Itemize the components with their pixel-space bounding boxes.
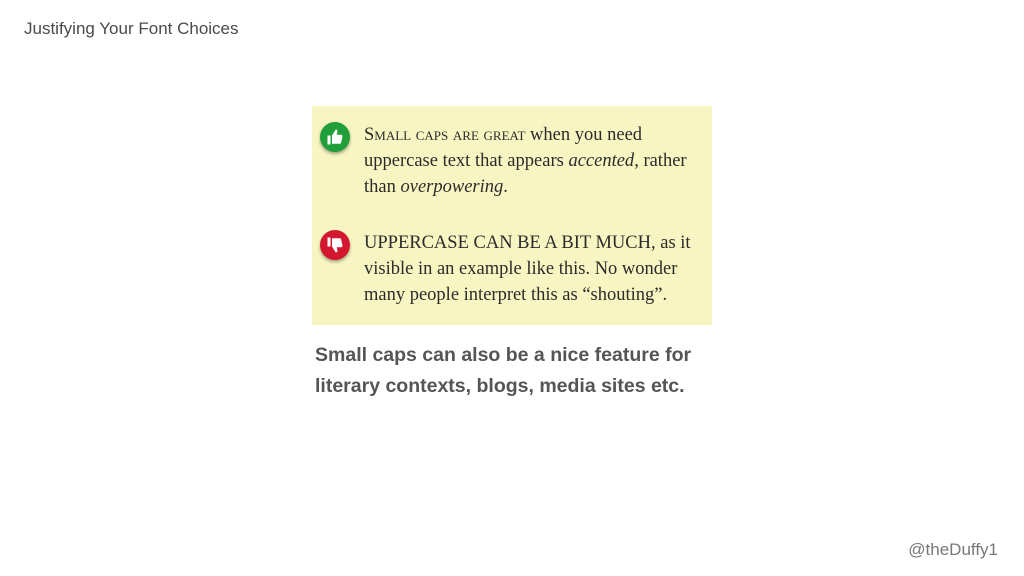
italic-overpowering: overpowering (400, 177, 504, 197)
good-example-text: Small caps are great when you need uppercase text that appears accented, rather than overpowering. (364, 125, 687, 197)
small-caps-phrase: Small caps are great (364, 125, 526, 145)
typography-example-image (312, 106, 712, 325)
slide-title: Justifying Your Font Choices (24, 19, 239, 38)
bad-example-text: UPPERCASE CAN BE A BIT MUCH, as it visible in an example like this. No wonder many people interpret this as “shouting”. (364, 233, 691, 305)
uppercase-phrase: UPPERCASE CAN BE A BIT MUCH (364, 233, 651, 253)
thumbs-down-icon (320, 230, 350, 260)
author-handle: @theDuffy1 (908, 540, 998, 559)
thumbs-up-icon (320, 122, 350, 152)
italic-accented: accented (568, 151, 635, 171)
slide-caption: Small caps can also be a nice feature for literary contexts, blogs, media sites etc. (315, 344, 692, 397)
